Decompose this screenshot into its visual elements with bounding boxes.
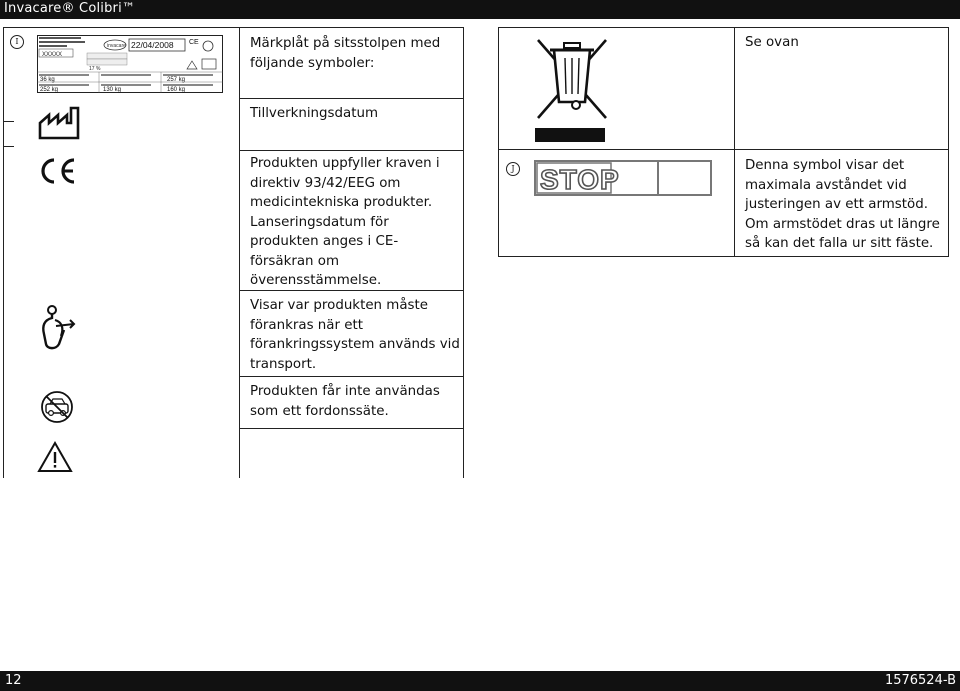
figure-marker: J	[506, 162, 520, 176]
brand-title: Invacare® Colibri™	[4, 1, 136, 16]
stop-label-icon	[534, 160, 714, 200]
label-plate-image	[37, 35, 223, 93]
factory-icon	[38, 106, 82, 144]
row-divider	[239, 150, 463, 151]
row-text: Denna symbol visar det maximala avståndet vid justeringen av ett armstöd. Om armstödet dras ut längre så kan det falla ur sitt fäste.	[745, 158, 940, 251]
row-text: Tillverkningsdatum	[250, 106, 379, 121]
ce-mark-icon	[38, 156, 78, 190]
plate-value: 252 kg	[40, 87, 59, 93]
plate-value: 17 %	[89, 66, 101, 72]
symbols-table-right	[498, 27, 949, 257]
row-tick	[4, 121, 14, 122]
svg-text:CE: CE	[189, 39, 199, 46]
column-divider	[239, 28, 240, 478]
plate-value: 160 kg	[167, 87, 186, 93]
figure-marker: I	[10, 35, 24, 49]
symbols-table-left	[3, 27, 464, 478]
row-text: Produkten uppfyller kraven i direktiv 93/42/EEG om medicintekniska produkter. Lanseringsdatum för produkten anges i CE-försäkran om överensstämmelse.	[250, 156, 440, 288]
plate-value: 130 kg	[103, 87, 122, 93]
plate-date: 22/04/2008	[131, 40, 174, 50]
plate-value: 36 kg	[40, 77, 55, 83]
row-text: Produkten får inte användas som ett fordonssäte.	[250, 384, 440, 419]
row-tick	[4, 146, 14, 147]
stop-word: STOP	[540, 164, 620, 195]
column-divider	[734, 28, 735, 256]
row-divider	[239, 98, 463, 99]
row-divider	[239, 428, 463, 429]
page-header	[0, 0, 960, 19]
page-number: 12	[5, 673, 22, 688]
row-divider	[239, 376, 463, 377]
page-footer	[0, 671, 960, 691]
plate-code: XXXXX	[42, 52, 63, 58]
no-vehicle-seat-icon	[40, 390, 74, 428]
document-number: 1576524-B	[884, 673, 956, 688]
row-text: Märkplåt på sitsstolpen med följande symboler:	[250, 36, 441, 71]
row-text: Visar var produkten måste förankras när ett förankringssystem används vid transport.	[250, 298, 460, 372]
tie-down-hook-icon	[34, 304, 78, 356]
plate-value: 257 kg	[167, 77, 186, 83]
row-divider	[499, 149, 948, 150]
row-text: Se ovan	[745, 35, 799, 50]
warning-triangle-icon	[37, 441, 73, 477]
svg-text:invacare: invacare	[107, 43, 126, 49]
crossed-bin-icon	[534, 36, 614, 148]
